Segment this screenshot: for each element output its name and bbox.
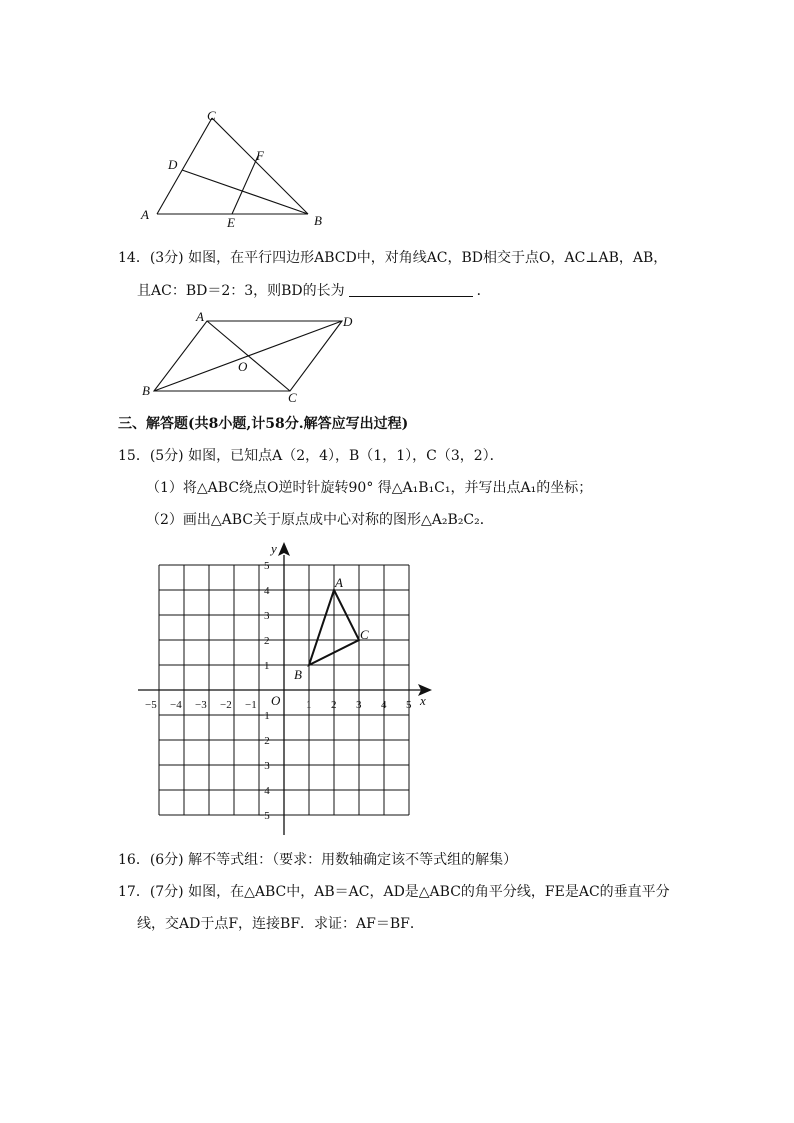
label-O: O: [238, 359, 248, 374]
y-tick: −2: [258, 735, 270, 747]
label-F: F: [256, 148, 264, 163]
x-tick: −1: [245, 699, 257, 711]
origin-label: O: [271, 693, 281, 708]
label-D: D: [343, 314, 353, 329]
section-heading: 三、解答题(共8小题,计58分.解答应写出过程): [118, 416, 409, 432]
label-C: C: [207, 108, 216, 123]
x-tick: −5: [145, 699, 157, 711]
y-tick: 2: [264, 635, 270, 647]
label-A: A: [196, 309, 204, 324]
triangle-figure-13: [130, 100, 350, 235]
q14-line2-end: ．: [476, 283, 491, 299]
q14-line2-text: 且AC：BD＝2：3，则BD的长为: [137, 283, 345, 299]
point-A-label: A: [335, 575, 343, 590]
y-tick: 3: [264, 610, 270, 622]
coordinate-grid: [130, 535, 440, 840]
x-tick: 2: [331, 699, 337, 711]
y-tick: −1: [258, 710, 270, 722]
q16-text: 16．(6分) 解不等式组：（要求：用数轴确定该不等式组的解集）: [118, 852, 518, 868]
x-tick: 3: [356, 699, 362, 711]
x-tick: −2: [220, 699, 232, 711]
x-tick: 4: [381, 699, 387, 711]
y-axis-arrow: [278, 542, 290, 556]
q17-line1: 17．(7分) 如图，在△ABC中，AB＝AC，AD是△ABC的角平分线，FE是AC的垂直平分: [118, 884, 670, 900]
x-tick: 1: [306, 699, 312, 711]
answer-blank[interactable]: [349, 282, 473, 297]
label-A: A: [141, 207, 149, 222]
y-tick: −5: [258, 810, 270, 822]
q14-line1: 14．(3分) 如图，在平行四边形ABCD中，对角线AC，BD相交于点O，AC⊥AB，AB，: [118, 250, 668, 266]
q15-part1: （1）将△ABC绕点O逆时针旋转90° 得△A₁B₁C₁，并写出点A₁的坐标；: [146, 480, 593, 496]
point-C-label: C: [360, 627, 369, 642]
y-tick: −3: [258, 760, 270, 772]
parallelogram-figure-14: [130, 305, 370, 405]
q14-line2: [137, 281, 491, 301]
q15-part2: （2）画出△ABC关于原点成中心对称的图形△A₂B₂C₂．: [146, 512, 494, 528]
point-B-label: B: [294, 667, 302, 682]
x-tick: −4: [170, 699, 182, 711]
label-B: B: [142, 383, 150, 398]
label-C: C: [288, 390, 297, 405]
q17-line2: 线，交AD于点F，连接BF．求证：AF＝BF．: [137, 916, 424, 932]
y-tick: −4: [258, 785, 270, 797]
x-tick: −3: [195, 699, 207, 711]
y-axis-label: y: [271, 541, 277, 556]
y-tick: 1: [264, 660, 270, 672]
label-B: B: [314, 213, 322, 228]
x-tick: 5: [406, 699, 412, 711]
y-tick: 4: [264, 585, 270, 597]
q15-line1: 15．(5分) 如图，已知点A（2，4），B（1，1），C（3，2）．: [118, 448, 504, 464]
y-tick: 5: [264, 560, 270, 572]
x-axis-label: x: [420, 693, 426, 708]
label-D: D: [168, 157, 178, 172]
label-E: E: [227, 215, 235, 230]
